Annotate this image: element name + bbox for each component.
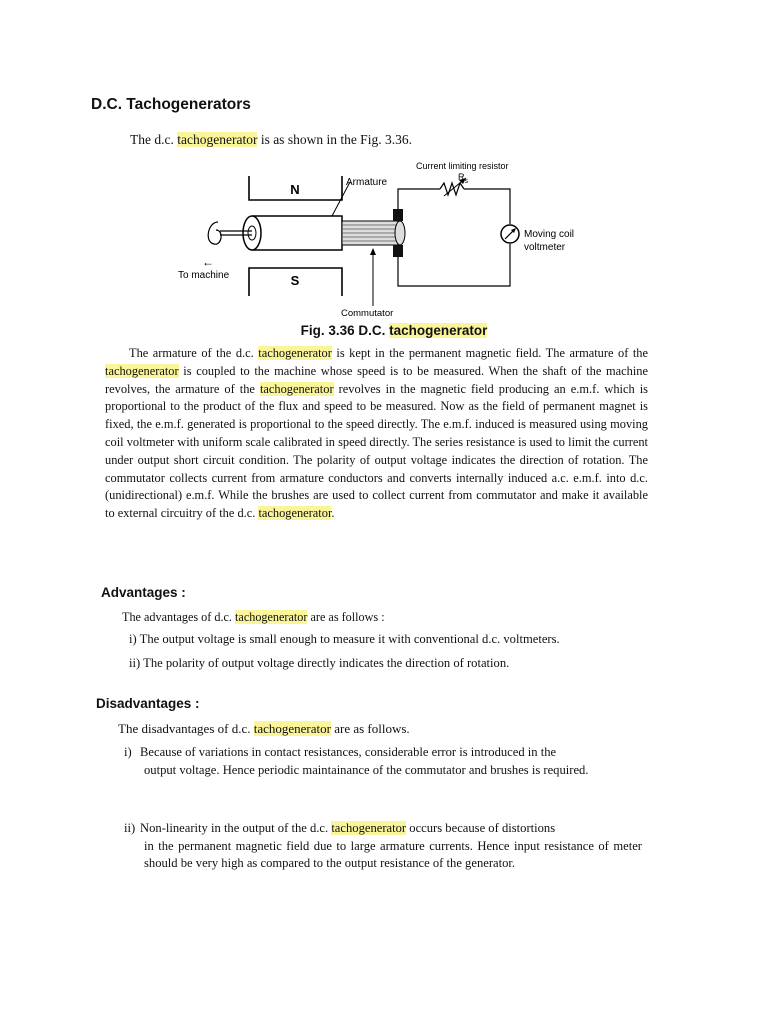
label-rs: $R_s$ [458,172,468,185]
label-moving-coil-1: Moving coil [524,229,575,240]
disadvantages-heading: Disadvantages : [96,696,200,711]
arrow-left-icon: ← [202,255,214,269]
intro-text: The d.c. [130,132,178,147]
intro-text-end: is as shown in the Fig. 3.36. [257,132,412,147]
highlight-term: tachogenerator [105,363,179,378]
label-moving-coil-2: voltmeter [524,242,566,253]
armature-cylinder [252,216,342,250]
wire-bottom [398,244,510,286]
highlight-term: tachogenerator [259,381,334,396]
caption-highlight: tachogenerator [389,323,488,338]
highlight-term: tachogenerator [258,506,332,521]
highlight-term: tachogenerator [253,721,331,736]
body-paragraph: The armature of the d.c. tachogenerator is kept in the permanent magnetic field. The armature of the tachogenerator is coupled to the machine whose speed is to be measured. When the shaft of the machine revolves, the armature of the tachogenerator revolves in the magnetic field producing an e.m.f. which is proportional to the product of the flux and speed to be measured. Now as the field of permanent magnet is fixed, the e.m.f. generated is proportional to the speed directly. The e.m.f. induced is measured using moving coil voltmeter with uniform scale calibrated in speed directly. The series resistance is used to limit the current under output short circuit condition. The polarity of output voltage indicates the direction of rotation. The commutator collects current from armature conductors and converts internally induced a.c. e.m.f. into d.c. (unidirectional) e.m.f. While the brushes are used to collect current from commutator and make it available to external circuitry of the d.c. tachogenerator. [105,346,648,521]
disadvantage-item: ii) Non-linearity in the output of the d.c. tachogenerator occurs because of distortions in the permanent magnetic field due to large armature currents. Hence input resistance of meter should be very high as compared to the output resistance of the generator. [124,821,642,870]
tachogenerator-diagram [160,158,600,320]
highlight-term: tachogenerator [177,132,258,147]
advantages-intro: The advantages of d.c. tachogenerator are as follows : [122,610,385,624]
disadvantage-item: i) Because of variations in contact resistances, considerable error is introduced in the output voltage. Hence periodic maintainance of the commutator and brushes is required. [124,745,589,777]
figure-caption [0,323,768,338]
south-pole-label: S [290,273,300,288]
label-to-machine: To machine [178,270,230,281]
intro-line [130,132,412,148]
disadvantages-intro: The disadvantages of d.c. tachogenerator are as follows. [118,721,410,736]
highlight-term: tachogenerator [235,610,308,624]
label-current-limiting: Current limiting resistor [416,161,509,171]
label-armature: Armature [346,177,388,188]
highlight-term: tachogenerator [331,821,407,835]
label-commutator: Commutator [341,308,394,319]
brush-top [393,209,403,221]
advantages-heading: Advantages : [101,585,186,600]
highlight-term: tachogenerator [258,346,332,360]
advantage-item: i) The output voltage is small enough to measure it with conventional d.c. voltmeters. [129,632,560,646]
wire-top [398,189,440,209]
section-heading: D.C. Tachogenerators [91,96,251,113]
north-pole-label: N [290,182,300,197]
advantage-item: ii) The polarity of output voltage directly indicates the direction of rotation. [129,656,510,670]
commutator [342,221,405,245]
caption-text: Fig. 3.36 D.C. [300,323,390,338]
brush-bottom [393,245,403,257]
